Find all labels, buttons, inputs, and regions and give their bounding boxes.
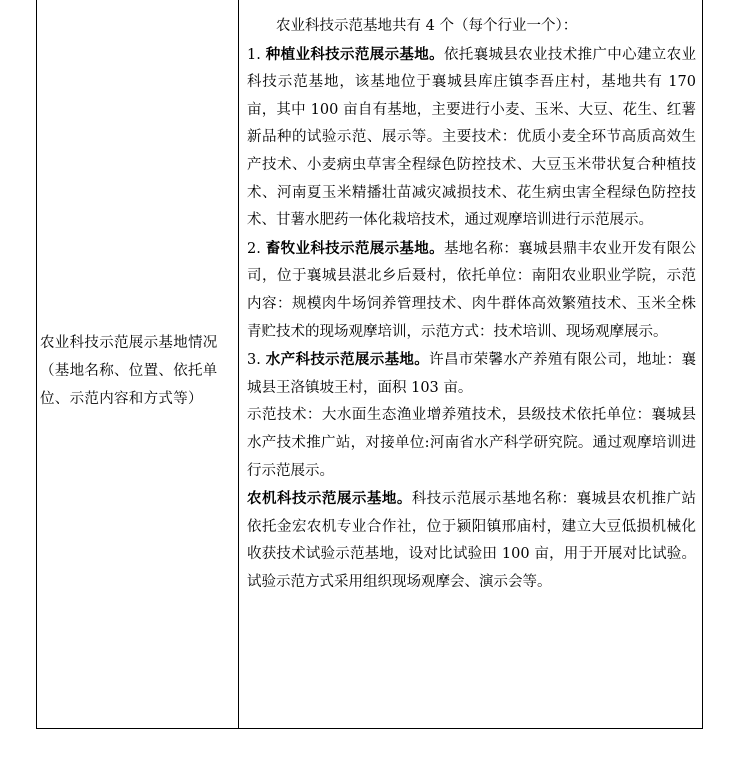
section-heading: 畜牧业科技示范展示基地。 — [265, 239, 444, 257]
section-heading: 水产科技示范展示基地。 — [265, 351, 430, 369]
section-number: 1. — [247, 46, 266, 63]
intro-line: 农业科技示范基地共有 4 个（每个行业一个）： — [276, 18, 578, 34]
label-cell — [37, 0, 239, 728]
section-heading: 种植业科技示范展示基地。 — [265, 45, 444, 63]
label-cell-text: 农业科技示范展示基地情况（基地名称、位置、依托单位、示范内容和方式等） — [40, 335, 218, 407]
content-cell — [239, 0, 702, 728]
section-heading: 农机科技示范展示基地。 — [247, 490, 412, 508]
section-body: 示范技术：大水面生态渔业增养殖技术，县级技术依托单位：襄城县水产技术推广站，对接单位:河南省水产科学研究院。通过观摩培训进行示范展示。 — [247, 407, 696, 479]
section-aquaculture-tech — [247, 402, 696, 485]
section-aquaculture — [247, 346, 696, 402]
section-planting — [247, 41, 696, 235]
section-body: 许昌市荣馨水产养殖有限公司，地址：襄城县王洛镇坡王村，面积 103 亩。 — [247, 352, 696, 396]
section-number: 2. — [247, 240, 266, 257]
section-number: 3. — [247, 352, 266, 369]
section-body: 科技示范展示基地名称：襄城县农机推广站依托金宏农机专业合作社，位于颍阳镇邢庙村，建立大豆低损机械化收获技术试验示范基地，设对比试验田 100 亩，用于开展对比试验。试验示范方式采用组织现场观摩会、演示会等。 — [247, 491, 697, 590]
section-body: 基地名称：襄城县鼎丰农业开发有限公司，位于襄城县湛北乡后聂村，依托单位：南阳农业职业学院，示范内容：规模肉牛场饲养管理技术、肉牛群体高效繁殖技术、玉米全株青贮技术的现场观摩培训，示范方式：技术培训、现场观摩展示。 — [247, 240, 696, 340]
section-livestock — [247, 235, 696, 346]
section-body: 依托襄城县农业技术推广中心建立农业科技示范基地，该基地位于襄城县库庄镇李吾庄村，基地共有 170 亩，其中 100 亩自有基地，主要进行小麦、玉米、大豆、花生、红薯新品种的试验示范、展示等。主要技术：优质小麦全环节高质高效生产技术、小麦病虫草害全程绿色防控技术、大豆玉米带状复合种植技术、河南夏玉米精播壮苗减灾减损技术、花生病虫害全程绿色防控技术、甘薯水肥药一体化栽培技术，通过观摩培训进行示范展示。 — [247, 46, 696, 229]
section-machinery — [247, 485, 696, 596]
info-table — [36, 0, 703, 729]
